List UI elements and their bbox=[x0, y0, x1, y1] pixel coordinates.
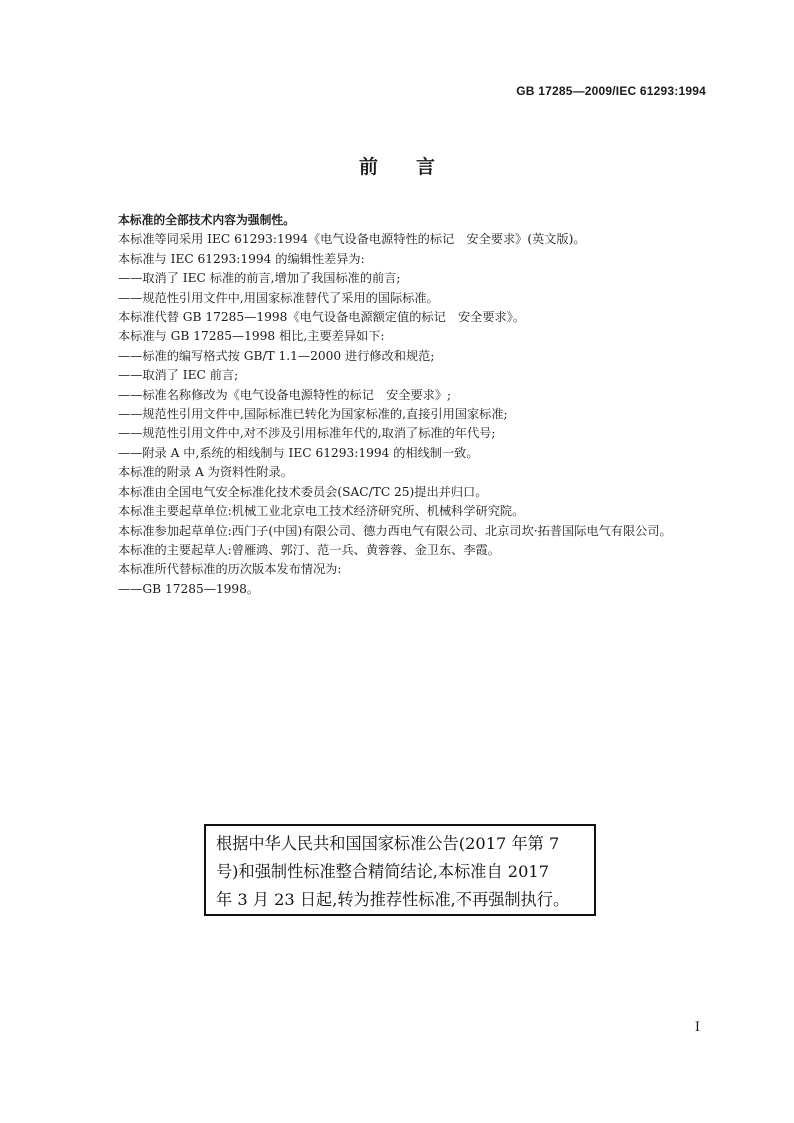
paragraph-replaces: 本标准代替 GB 17285—1998《电气设备电源额定值的标记 安全要求》。 bbox=[118, 310, 526, 325]
list-item: ——取消了 IEC 前言; bbox=[118, 368, 239, 383]
standard-code-header: GB 17285—2009/IEC 61293:1994 bbox=[516, 84, 706, 98]
list-item: ——GB 17285—1998。 bbox=[118, 581, 260, 596]
status-notice-box bbox=[204, 824, 596, 916]
paragraph-proposer: 本标准由全国电气安全标准化技术委员会(SAC/TC 25)提出并归口。 bbox=[118, 484, 488, 499]
paragraph-main-drafters: 本标准主要起草单位:机械工业北京电工技术经济研究所、机械科学研究院。 bbox=[118, 504, 525, 519]
paragraph-drafters: 本标准的主要起草人:曾雁鸿、郭汀、范一兵、黄蓉蓉、金卫东、李霞。 bbox=[118, 542, 500, 557]
notice-line: 号)和强制性标准整合精简结论,本标准自 2017 bbox=[216, 862, 549, 881]
page-title: 前言 bbox=[358, 156, 473, 178]
list-item: ——标准的编写格式按 GB/T 1.1—2000 进行修改和规范; bbox=[118, 348, 435, 363]
paragraph-participating-drafters: 本标准参加起草单位:西门子(中国)有限公司、德力西电气有限公司、北京司坎·拓普国际电气有限公司。 bbox=[118, 523, 672, 538]
notice-line: 根据中华人民共和国国家标准公告(2017 年第 7 bbox=[216, 834, 560, 853]
list-item: ——标准名称修改为《电气设备电源特性的标记 安全要求》; bbox=[118, 387, 452, 402]
notice-line: 年 3 月 23 日起,转为推荐性标准,不再强制执行。 bbox=[216, 890, 570, 909]
paragraph-annex: 本标准的附录 A 为资料性附录。 bbox=[118, 465, 293, 480]
list-item: ——规范性引用文件中,用国家标准替代了采用的国际标准。 bbox=[118, 290, 439, 305]
paragraph-editorial-diff-intro: 本标准与 IEC 61293:1994 的编辑性差异为: bbox=[118, 251, 365, 266]
list-item: ——取消了 IEC 标准的前言,增加了我国标准的前言; bbox=[118, 271, 401, 286]
list-item: ——附录 A 中,系统的相线制与 IEC 61293:1994 的相线制一致。 bbox=[118, 445, 479, 460]
paragraph-main-diff-intro: 本标准与 GB 17285—1998 相比,主要差异如下: bbox=[118, 329, 385, 344]
paragraph-adoption: 本标准等同采用 IEC 61293:1994《电气设备电源特性的标记 安全要求》(英文版)。 bbox=[118, 232, 586, 247]
list-item: ——规范性引用文件中,对不涉及引用标准年代的,取消了标准的年代号; bbox=[118, 426, 496, 441]
paragraph-history-intro: 本标准所代替标准的历次版本发布情况为: bbox=[118, 562, 342, 577]
list-item: ——规范性引用文件中,国际标准已转化为国家标准的,直接引用国家标准; bbox=[118, 407, 508, 422]
page-number: I bbox=[694, 1020, 700, 1035]
mandatory-statement: 本标准的全部技术内容为强制性。 bbox=[118, 213, 295, 227]
foreword-body bbox=[90, 211, 708, 599]
